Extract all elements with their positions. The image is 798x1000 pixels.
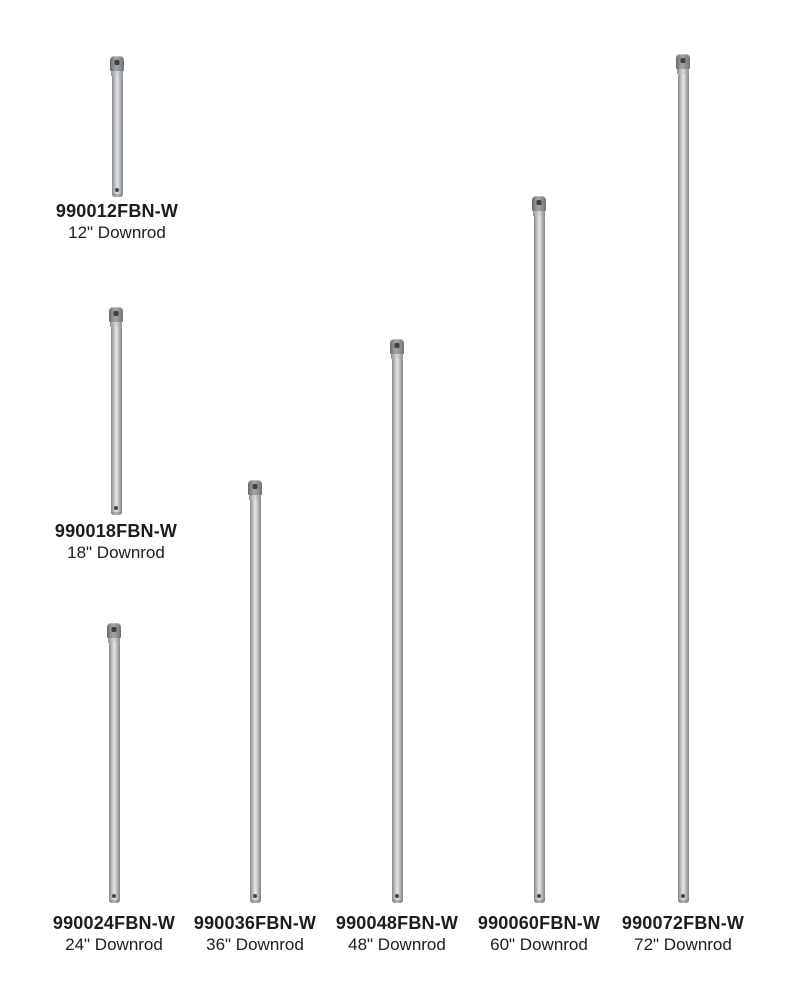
downrod-rod-image bbox=[248, 480, 262, 903]
product-size: 60" Downrod bbox=[490, 935, 588, 954]
product-label bbox=[459, 913, 619, 956]
rod-shaft bbox=[678, 74, 689, 903]
product-size: 24" Downrod bbox=[65, 935, 163, 954]
rod-top-coupler bbox=[676, 54, 690, 69]
product-code: 990036FBN-W bbox=[193, 913, 317, 933]
rod-top-coupler bbox=[107, 623, 121, 638]
product-code: 990024FBN-W bbox=[52, 913, 176, 933]
cross-pin-hole-icon bbox=[681, 894, 685, 898]
product-size: 12" Downrod bbox=[68, 223, 166, 242]
downrod-rod-image bbox=[110, 56, 124, 197]
product-code: 990048FBN-W bbox=[335, 913, 459, 933]
cross-pin-hole-icon bbox=[112, 894, 116, 898]
downrod-rod-image bbox=[109, 307, 123, 515]
rod-shaft bbox=[109, 643, 120, 903]
product-label bbox=[175, 913, 335, 956]
product-code: 990072FBN-W bbox=[621, 913, 745, 933]
product-label bbox=[37, 201, 197, 244]
downrod-rod-image bbox=[107, 623, 121, 903]
downrod-rod-image bbox=[390, 339, 404, 903]
rod-top-coupler bbox=[110, 56, 124, 71]
rod-shaft bbox=[111, 327, 122, 515]
cross-pin-hole-icon bbox=[395, 894, 399, 898]
downrod-rod-image bbox=[676, 54, 690, 903]
rod-shaft bbox=[250, 500, 261, 903]
rod-shaft bbox=[392, 359, 403, 903]
product-label bbox=[603, 913, 763, 956]
product-size: 36" Downrod bbox=[206, 935, 304, 954]
rod-top-coupler bbox=[532, 196, 546, 211]
cross-pin-hole-icon bbox=[115, 188, 119, 192]
cross-pin-hole-icon bbox=[537, 894, 541, 898]
rod-top-coupler bbox=[248, 480, 262, 495]
product-size: 18" Downrod bbox=[67, 543, 165, 562]
product-code: 990012FBN-W bbox=[55, 201, 179, 221]
rod-shaft bbox=[534, 216, 545, 903]
product-label bbox=[34, 913, 194, 956]
product-size: 72" Downrod bbox=[634, 935, 732, 954]
set-screw-icon bbox=[114, 311, 119, 316]
rod-top-coupler bbox=[390, 339, 404, 354]
cross-pin-hole-icon bbox=[253, 894, 257, 898]
set-screw-icon bbox=[253, 484, 258, 489]
product-size: 48" Downrod bbox=[348, 935, 446, 954]
set-screw-icon bbox=[115, 60, 120, 65]
set-screw-icon bbox=[395, 343, 400, 348]
product-code: 990018FBN-W bbox=[54, 521, 178, 541]
set-screw-icon bbox=[681, 58, 686, 63]
product-label bbox=[36, 521, 196, 564]
cross-pin-hole-icon bbox=[114, 506, 118, 510]
downrod-rod-image bbox=[532, 196, 546, 903]
product-label bbox=[317, 913, 477, 956]
set-screw-icon bbox=[537, 200, 542, 205]
rod-shaft bbox=[112, 76, 123, 197]
rod-top-coupler bbox=[109, 307, 123, 322]
set-screw-icon bbox=[112, 627, 117, 632]
product-code: 990060FBN-W bbox=[477, 913, 601, 933]
